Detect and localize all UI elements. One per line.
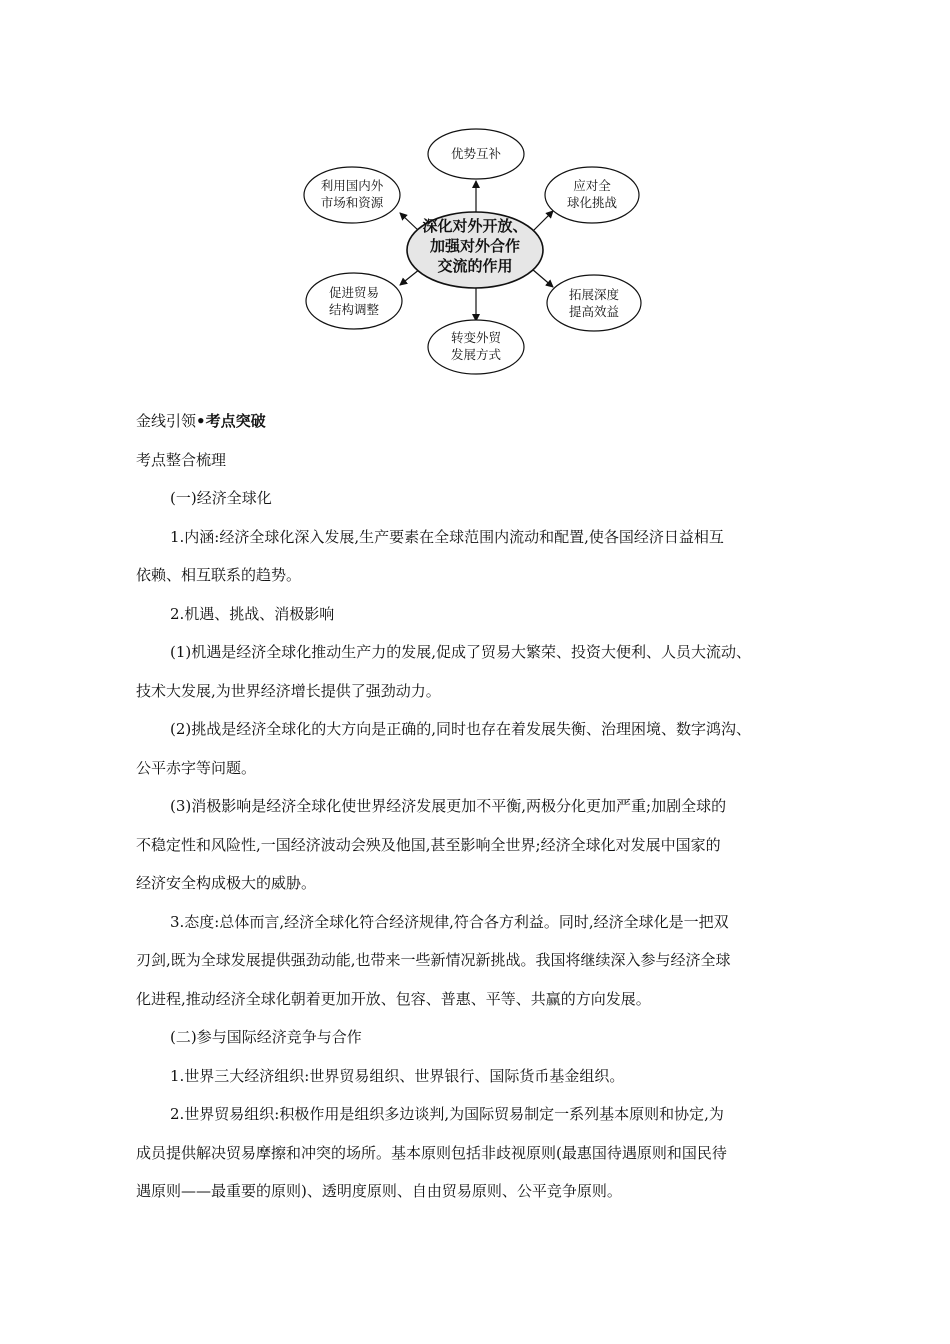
paragraph [136, 1057, 826, 1096]
node-bottom-line-1: 转变外贸 [450, 330, 502, 345]
paragraph-line: 不稳定性和风险性,一国经济波动会殃及他国,甚至影响全世界;经济全球化对发展中国家的 [136, 835, 721, 854]
arrow-to-lower-right [532, 269, 553, 287]
node-lower-left [306, 273, 402, 329]
paragraph-line: (一)经济全球化 [170, 489, 272, 507]
node-lower-left-line-2: 结构调整 [328, 302, 380, 317]
paragraph [136, 479, 826, 518]
paragraph-line: 遇原则——最重要的原则)、透明度原则、自由贸易原则、公平竞争原则。 [136, 1182, 622, 1200]
paragraph-line: (1)机遇是经济全球化推动生产力的发展,促成了贸易大繁荣、投资大便利、人员大流动、 [170, 643, 752, 661]
paragraph-line: 成员提供解决贸易摩擦和冲突的场所。基本原则包括非歧视原则(最惠国待遇原则和国民待 [136, 1143, 727, 1162]
paragraph-line: 2.机遇、挑战、消极影响 [170, 604, 335, 623]
subheading: 考点整合梳理 [136, 450, 227, 469]
node-bottom-line-2: 发展方式 [450, 347, 502, 362]
center-node-line-3: 交流的作用 [437, 257, 513, 275]
section-prefix: 金线引领 [136, 412, 197, 430]
center-node-line-2: 加强对外合作 [429, 237, 521, 255]
node-lower-right-line-2: 提高效益 [568, 304, 620, 319]
arrow-to-lower-left [400, 269, 420, 285]
paragraph-line: 1.世界三大经济组织:世界贸易组织、世界银行、国际货币基金组织。 [170, 1066, 625, 1085]
paragraph-line: (3)消极影响是经济全球化使世界经济发展更加不平衡,两极分化更加严重;加剧全球的 [170, 797, 727, 815]
section-title: 考点突破 [205, 412, 266, 430]
document-body [136, 402, 826, 1211]
paragraph-line: (2)挑战是经济全球化的大方向是正确的,同时也存在着发展失衡、治理困境、数字鸿沟、 [170, 720, 752, 738]
paragraph-line: 1.内涵:经济全球化深入发展,生产要素在全球范围内流动和配置,使各国经济日益相互 [170, 527, 724, 546]
paragraph [136, 1018, 826, 1057]
paragraph-line: 技术大发展,为世界经济增长提供了强劲动力。 [136, 681, 441, 700]
paragraph-line: 依赖、相互联系的趋势。 [136, 566, 302, 584]
node-upper-right-line-1: 应对全 [573, 178, 611, 193]
paragraph [136, 518, 826, 595]
paragraph [136, 1095, 826, 1211]
node-upper-right-line-2: 球化挑战 [566, 195, 618, 210]
paragraph-line: 3.态度:总体而言,经济全球化符合经济规律,符合各方利益。同时,经济全球化是一把双 [170, 912, 729, 931]
node-upper-left-line-2: 市场和资源 [320, 195, 384, 210]
node-top-line-1: 优势互补 [450, 146, 502, 161]
arrow-to-upper-right [532, 211, 553, 232]
paragraph [136, 903, 826, 1019]
section-heading [136, 402, 826, 441]
paragraph [136, 595, 826, 634]
concept-diagram [300, 125, 650, 375]
paragraph-line: 2.世界贸易组织:积极作用是组织多边谈判,为国际贸易制定一系列基本原则和协定,为 [170, 1105, 724, 1123]
node-lower-right [547, 275, 641, 331]
paragraph [136, 633, 826, 710]
paragraph-line: 公平赤字等问题。 [136, 758, 257, 777]
section-dot: • [196, 412, 206, 430]
node-lower-left-line-1: 促进贸易 [328, 285, 380, 300]
paragraph-line: 经济安全构成极大的威胁。 [136, 874, 317, 892]
paragraph-line: 化进程,推动经济全球化朝着更加开放、包容、普惠、平等、共赢的方向发展。 [136, 989, 651, 1008]
center-node-line-1: 深化对外开放、 [422, 217, 528, 235]
paragraph-line: 刃剑,既为全球发展提供强劲动能,也带来一些新情况新挑战。我国将继续深入参与经济全球 [136, 951, 731, 969]
node-upper-left-line-1: 利用国内外 [320, 178, 384, 193]
paragraph [136, 710, 826, 787]
paragraph [136, 787, 826, 903]
paragraph-line: (二)参与国际经济竞争与合作 [170, 1028, 362, 1046]
node-lower-right-line-1: 拓展深度 [568, 287, 620, 302]
